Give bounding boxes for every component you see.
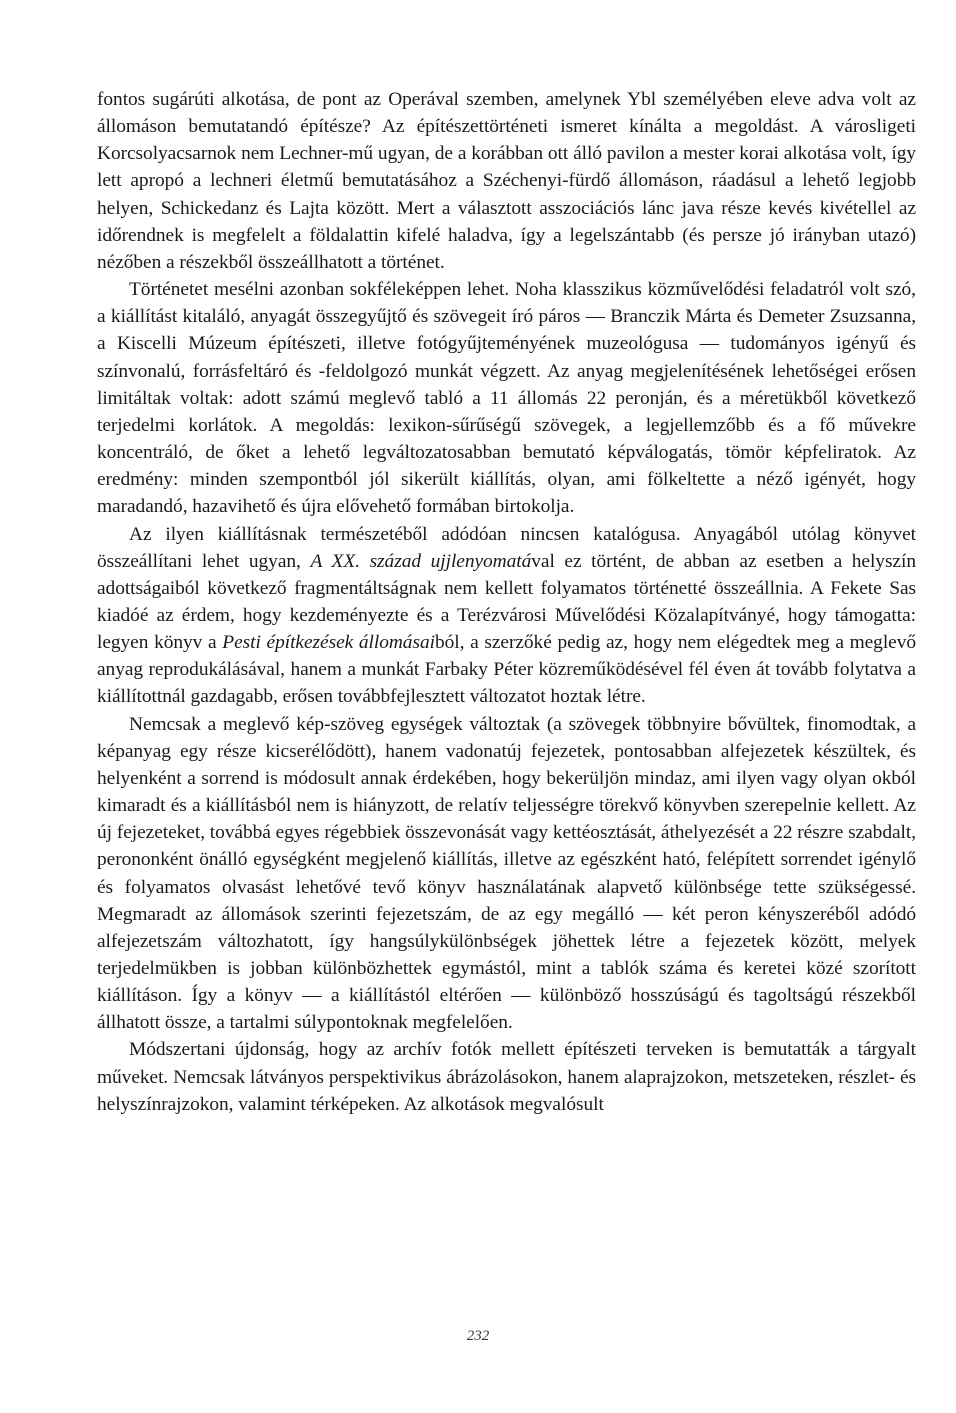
- paragraph-4: [97, 711, 916, 1037]
- paragraph-2-text: Történetet mesélni azonban sokféleképpen lehet. Noha klasszikus közművelődési feladatról volt szó, a kiállítást kitaláló, anyagát összegyűjtő és szövegeit író páros — Branczik Márta és Demeter Zsuzsanna, a Kiscelli Múzeum építészeti, illetve fotógyűjteményének muzeológusa — tudományos igényű és színvonalú, forrásfeltáró és -feldolgozó munkát végzett. Az anyag megjelenítésének lehetőségei erősen limitáltak voltak: adott számú meglevő tabló a 11 állomás 22 peronján, és a méretükből következő terjedelmi korlátok. A megoldás: lexikon-sűrűségű szövegek, a legjellemzőbb és a fő művekre koncentráló, de őket a lehető legváltozatosabban bemutató képválogatás, tömör képfeliratok. Az eredmény: minden szempontból jól sikerült kiállítás, olyan, ami fölkeltette a néző igényét, hogy maradandó, hazavihető és újra elővehető formában birtokolja.: [97, 279, 916, 518]
- paragraph-5-text: Módszertani újdonság, hogy az archív fotók mellett építészeti terveken is bemutatták a tárgyalt műveket. Nemcsak látványos perspektivikus ábrázolásokon, hanem alaprajzokon, metszeteken, részlet- és helyszínrajzokon, valamint térképeken. Az alkotások megvalósult: [97, 1039, 916, 1115]
- paragraph-5: [97, 1036, 916, 1117]
- book-title-pesti-epitkezesek: Pesti építkezések állomásai: [222, 632, 435, 654]
- paragraph-3: [97, 521, 916, 711]
- paragraph-3-text-c: ból, a szerzőké pedig az, hogy nem elégedtek meg a meglevő anyag reprodukálásával, hanem a munkát Farbaky Péter közreműködésével fél éven át tovább folytatva a kiállítottnál gazdagabb, erősen továbbfejlesztett változatot hoztak létre.: [97, 632, 917, 708]
- page-number: 232: [466, 1328, 490, 1344]
- paragraph-3-text-a: Az ilyen kiállításnak természetéből adódóan nincsen katalógusa. Anyagából utólag könyvet összeállítani lehet ugyan,: [97, 523, 916, 572]
- paragraph-1: [97, 86, 916, 276]
- paragraph-2: [97, 276, 916, 520]
- paragraph-4-text: Nemcsak a meglevő kép-szöveg egységek változtak (a szövegek többnyire bővültek, finomodtak, a képanyag egy része kicserélődött), hanem vadonatúj fejezetek, pontosabban alfejezetek készültek, és helyenként a sorrend is módosult annak érdekében, hogy bekerüljön mindaz, ami ilyen vagy olyan okból kimaradt és a kiállításból nem is hiányzott, de relatív teljességre törekvő könyvben szerepelnie kellett. Az új fejezeteket, továbbá egyes régebbiek összevonását vagy kettéosztását, áthelyezését a 22 részre szabdalt, perononként önálló egységként megjelenő kiállítás, illetve az egészként ható, felépített sorrendet igénylő és folyamatos olvasást lehetővé tevő könyv használatának alapvető különbsége tette szükségessé. Megmaradt az állomások szerinti fejezetszám, de az egy megálló — két peron kényszeréből adódó alfejezetszám változhatott, így hangsúlykülönbségek jöhettek létre a fejezetek között, melyek terjedelmükben is jobban különbözhettek egymástól, mint a tablók száma és keretei közé szorított kiállításon. Így a könyv — a kiállítástól eltérően — különböző hosszúságú és tagoltságú részekből állhatott össze, a tartalmi súlypontoknak megfelelően.: [97, 713, 916, 1034]
- body-text: [97, 86, 916, 1118]
- paragraph-3-text-b: val ez történt, de abban az esetben a helyszín adottságaiból következő fragmentáltságnak nem kellett folyamatos történetté összeállnia. A Fekete Sas kiadóé az érdem, hogy kezdeményezte és a Terézvárosi Művelődési Közalapítványé, hogy támogatta: legyen könyv a: [97, 550, 916, 654]
- paragraph-1-text: fontos sugárúti alkotása, de pont az Operával szemben, amelynek Ybl személyében eleve adva volt az állomáson bemutatandó építésze? Az építészettörténeti ismeret kínálta a megoldást. A városligeti Korcsolyacsarnok nem Lechner-mű ugyan, de a korábban ott álló pavilon a mester korai alkotása volt, így lett apropó a lechneri életmű bemutatásához a Széchenyi-fürdő állomáson, ráadásul a lehető legjobb helyen, Schickedanz és Lajta között. Mert a választott asszociációs lánc java része kevés kivétellel az időrendnek is megfelelt a földalattin kifelé haladva, így a legelszántabb (és persze jó irányban utazó) nézőben a részekből összeállhatott a történet.: [97, 89, 916, 273]
- book-title-xx-szazad: A XX. század ujjlenyomatá: [310, 550, 532, 572]
